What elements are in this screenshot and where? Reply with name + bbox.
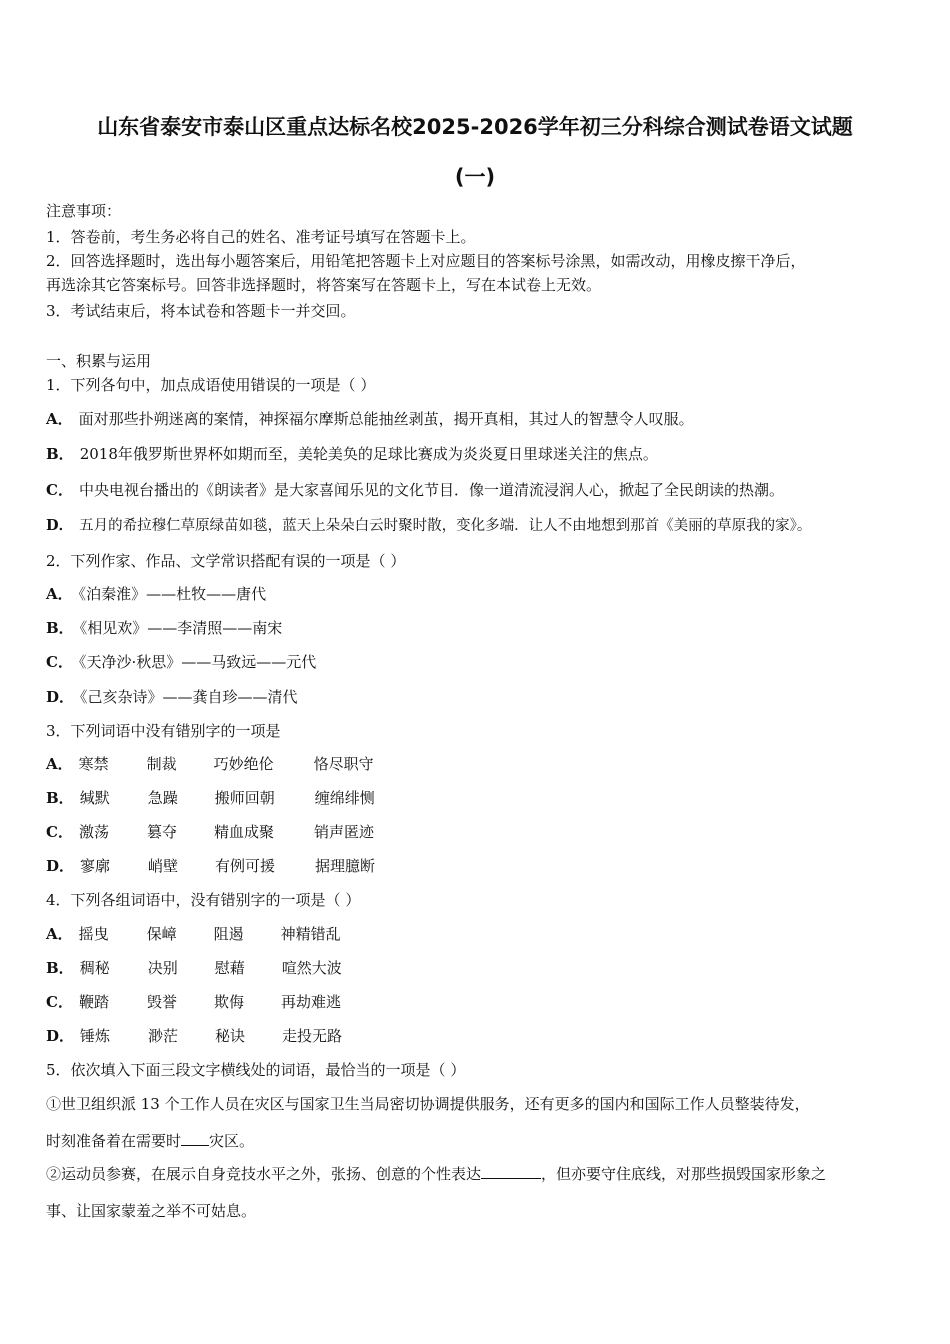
word: 激荡: [78, 823, 109, 841]
word: 决别: [147, 959, 178, 977]
word: 有例可援: [215, 857, 276, 875]
q4-option-b: [46, 957, 342, 979]
option-label: C．: [46, 823, 73, 841]
option-text: 《天净沙·秋思》——马致远——元代: [78, 653, 317, 671]
option-label: A．: [46, 755, 73, 773]
q5-passage-1a: ①世卫组织派 13 个工作人员在灾区与国家卫生当局密切协调提供服务，还有更多的国内和国际工作人员整装待发，: [46, 1095, 810, 1113]
word: 精血成聚: [213, 823, 274, 841]
option-label: A．: [46, 410, 73, 428]
q1-option-a: [46, 408, 694, 430]
exam-title: 山东省泰安市泰山区重点达标名校2025-2026学年初三分科综合测试卷语文试题: [97, 115, 853, 139]
option-label: A．: [46, 585, 73, 603]
word: 喧然大波: [281, 959, 342, 977]
word: 锤炼: [80, 1027, 111, 1045]
q1-option-c: [46, 479, 784, 501]
q5-passage-2b: 事、让国家蒙羞之举不可姑息。: [46, 1202, 257, 1220]
word: 搬师回朝: [214, 789, 275, 807]
passage-text: ，但亦要守住底线，对那些损毁国家形象之: [541, 1165, 827, 1183]
q3-option-b: [46, 787, 375, 809]
q3-option-d: [46, 855, 375, 877]
fill-blank: [181, 1131, 209, 1146]
note-1: 1．答卷前，考生务必将自己的姓名、准考证号填写在答题卡上。: [46, 228, 476, 246]
fill-blank: [481, 1164, 541, 1179]
option-text: 面对那些扑朔迷离的案情，神探福尔摩斯总能抽丝剥茧，揭开真相，其过人的智慧令人叹服。: [78, 410, 694, 428]
word: 稠秘: [79, 959, 110, 977]
note-2b: 再选涂其它答案标号。回答非选择题时，将答案写在答题卡上，写在本试卷上无效。: [46, 276, 602, 294]
option-label: C．: [46, 653, 73, 671]
word: 神精错乱: [280, 925, 341, 943]
option-label: D．: [46, 688, 75, 706]
q5-passage-2a: [46, 1163, 826, 1185]
option-label: C．: [46, 481, 73, 499]
q4-option-a: [46, 923, 341, 945]
exam-subtitle: (一): [454, 165, 496, 189]
word: 阻遏: [213, 925, 244, 943]
passage-text: ②运动员参赛，在展示自身竞技水平之外，张扬、创意的个性表达: [46, 1165, 482, 1183]
q5-passage-1b: [46, 1130, 254, 1152]
q2-option-d: [46, 686, 298, 708]
word: 毁誉: [146, 993, 177, 1011]
option-text: 2018年俄罗斯世界杯如期而至，美轮美奂的足球比赛成为炎炎夏日里球迷关注的焦点。: [79, 445, 658, 463]
word: 走投无路: [282, 1027, 343, 1045]
word: 急躁: [147, 789, 178, 807]
q2-option-c: [46, 651, 316, 673]
note-3: 3．考试结束后，将本试卷和答题卡一并交回。: [46, 302, 356, 320]
word: 巧妙绝伦: [213, 755, 274, 773]
q3-stem: 3．下列词语中没有错别字的一项是: [46, 722, 281, 740]
q2-stem: 2．下列作家、作品、文学常识搭配有误的一项是（ ）: [46, 552, 406, 570]
word: 再劫难逃: [280, 993, 341, 1011]
word: 缄默: [79, 789, 110, 807]
option-label: D．: [46, 1027, 75, 1045]
word: 寥廓: [80, 857, 111, 875]
option-label: D．: [46, 857, 75, 875]
q1-stem: 1．下列各句中，加点成语使用错误的一项是（ ）: [46, 376, 376, 394]
q1-option-b: [46, 443, 658, 465]
q3-option-c: [46, 821, 374, 843]
option-text: 《泊秦淮》——杜牧——唐代: [78, 585, 267, 603]
word: 峭壁: [148, 857, 179, 875]
passage-text: 时刻准备着在需要时: [46, 1132, 182, 1150]
word: 渺茫: [148, 1027, 179, 1045]
word: 篡夺: [146, 823, 177, 841]
notes-heading: 注意事项：: [46, 202, 122, 220]
option-label: C．: [46, 993, 73, 1011]
word: 寒禁: [78, 755, 109, 773]
q4-stem: 4．下列各组词语中，没有错别字的一项是（ ）: [46, 891, 361, 909]
word: 摇曳: [78, 925, 109, 943]
passage-text: 灾区。: [209, 1132, 255, 1150]
word: 销声匿迹: [313, 823, 374, 841]
word: 秘诀: [215, 1027, 246, 1045]
word: 欺侮: [213, 993, 244, 1011]
option-label: B．: [46, 445, 74, 463]
option-text: 《己亥杂诗》——龚自珍——清代: [80, 688, 298, 706]
option-text: 《相见欢》——李清照——南宋: [79, 619, 283, 637]
q2-option-b: [46, 617, 282, 639]
option-label: B．: [46, 959, 74, 977]
word: 鞭踏: [78, 993, 109, 1011]
q4-option-c: [46, 991, 341, 1013]
word: 据理臆断: [315, 857, 376, 875]
word: 慰藉: [214, 959, 245, 977]
word: 保嶂: [146, 925, 177, 943]
option-label: B．: [46, 789, 74, 807]
option-label: D．: [46, 517, 74, 534]
option-text: 中央电视台播出的《朗读者》是大家喜闻乐见的文化节目．像一道清流浸润人心，掀起了全民朗读的热潮。: [78, 481, 784, 499]
option-label: B．: [46, 619, 74, 637]
section-heading: 一、积累与运用: [46, 352, 152, 370]
q1-option-d: [46, 515, 811, 537]
word: 缠绵绯恻: [314, 789, 375, 807]
q3-option-a: [46, 753, 374, 775]
q4-option-d: [46, 1025, 342, 1047]
q2-option-a: [46, 583, 266, 605]
q5-stem: 5．依次填入下面三段文字横线处的词语，最恰当的一项是（ ）: [46, 1061, 466, 1079]
word: 制裁: [146, 755, 177, 773]
note-2a: 2．回答选择题时，选出每小题答案后，用铅笔把答题卡上对应题目的答案标号涂黑，如需改动，用橡皮擦干净后，: [46, 252, 806, 270]
option-label: A．: [46, 925, 73, 943]
option-text: 五月的希拉穆仁草原绿苗如毯，蓝天上朵朵白云时聚时散，变化多端．让人不由地想到那首《美丽的草原我的家》。: [79, 518, 812, 534]
word: 恪尽职守: [313, 755, 374, 773]
